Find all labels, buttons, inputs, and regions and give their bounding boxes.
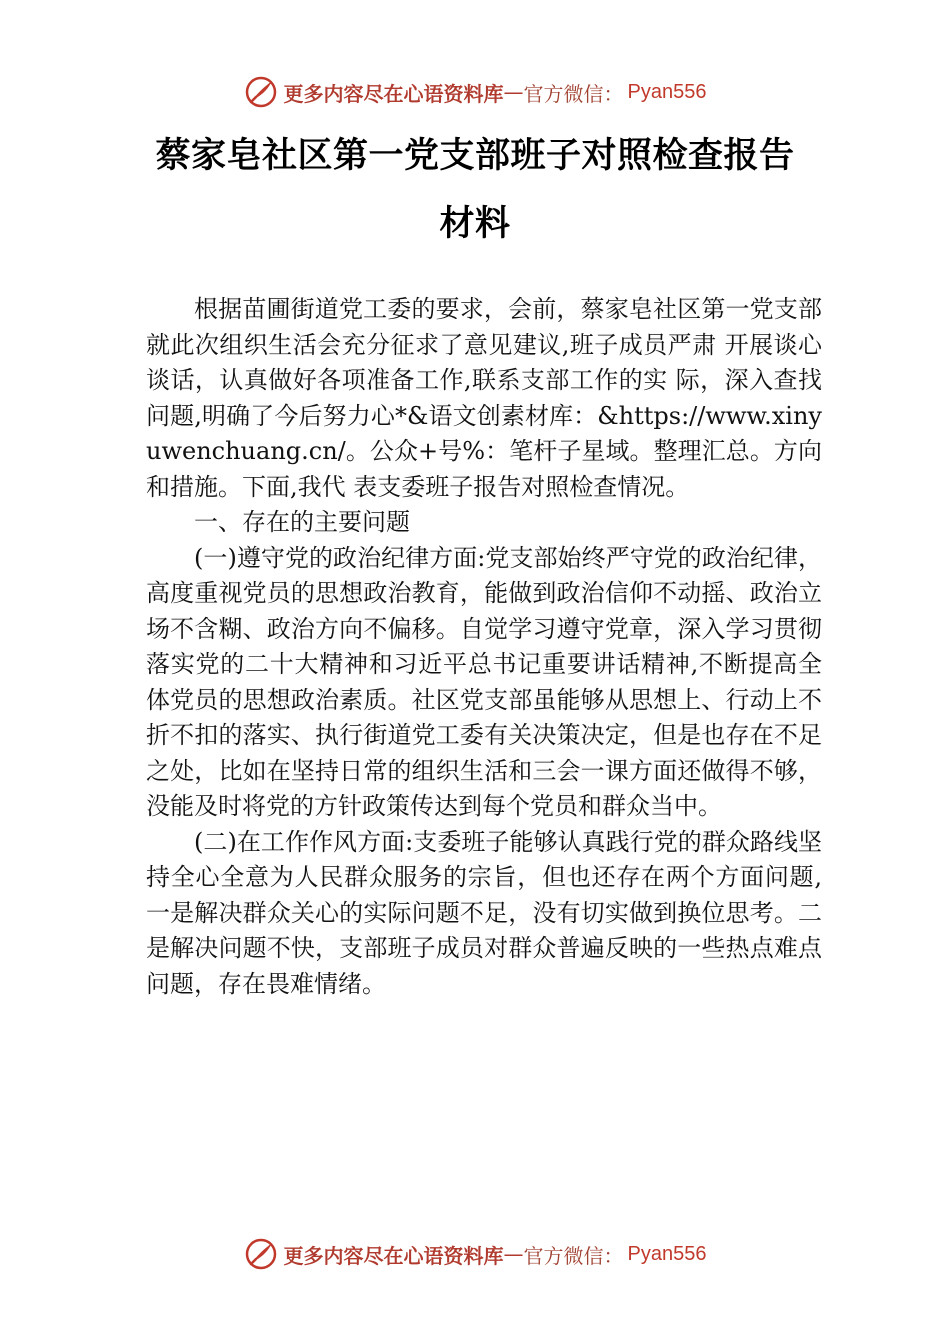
colon: ： <box>603 81 624 106</box>
document-title-line-2: 材料 <box>439 203 511 244</box>
wechat-label: 官方微信 <box>523 1243 604 1268</box>
wechat-id: Pyan556 <box>627 80 707 103</box>
paragraph-intro: 根据苗圃街道党工委的要求，会前，蔡家皂社区第一党支部就此次组织生活会充分征求了意见建议,班子成员严肃 开展谈心谈话，认真做好各项准备工作,联系支部工作的实 际，深入查找问题,明确了今后努力心*&语文创素材库：&https://www.xinyuwenchuang.cn/。公众+号%：笔杆子星域。整理汇总。方向和措施。下面,我代 表支委班子报告对照检查情况。 <box>146 295 822 501</box>
brand-text: 更多内容尽在心语资料库 <box>283 81 504 106</box>
quill-logo-icon <box>244 75 278 109</box>
document-title-line-1: 蔡家皂社区第一党支部班子对照检查报告 <box>155 135 795 176</box>
separator-dash: — <box>503 80 524 104</box>
colon: ： <box>603 1243 624 1268</box>
header-watermark-banner <box>0 72 950 112</box>
paragraph-work-style: (二)在工作作风方面:支委班子能够认真践行党的群众路线坚持全心全意为人民群众服务的宗旨，但也还存在两个方面问题,一是解决群众关心的实际问题不足，没有切实做到换位思考。二是解决问题不快，支部班子成员对群众普遍反映的一些热点难点问题，存在畏难情绪。 <box>146 827 822 998</box>
document-body <box>146 292 822 1002</box>
wechat-id: Pyan556 <box>627 1242 707 1265</box>
quill-logo-icon <box>244 1237 278 1271</box>
footer-watermark-banner <box>0 1234 950 1274</box>
wechat-label: 官方微信 <box>523 81 604 106</box>
section-heading: 一、存在的主要问题 <box>194 508 410 536</box>
paragraph-political-discipline: (一)遵守党的政治纪律方面:党支部始终严守党的政治纪律，高度重视党员的思想政治教育，能做到政治信仰不动摇、政治立场不含糊、政治方向不偏移。自觉学习遵守党章，深入学习贯彻落实党的二十大精神和习近平总书记重要讲话精神,不断提高全体党员的思想政治素质。社区党支部虽能够从思想上、行动上不折不扣的落实、执行街道党工委有关决策决定，但是也存在不足之处，比如在坚持日常的组织生活和三会一课方面还做得不够，没能及时将党的方针政策传达到每个党员和群众当中。 <box>146 543 822 820</box>
brand-text: 更多内容尽在心语资料库 <box>283 1243 504 1268</box>
separator-dash: — <box>503 1242 524 1266</box>
